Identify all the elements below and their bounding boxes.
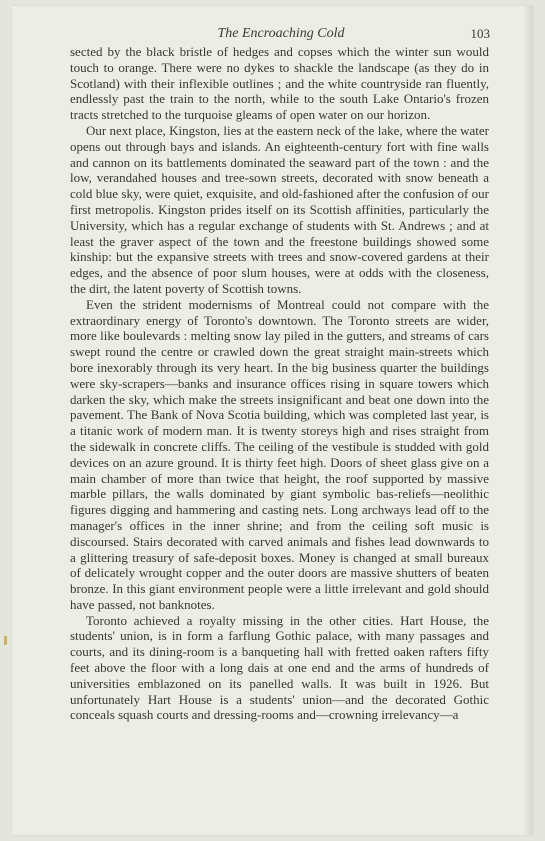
body-text (70, 44, 489, 723)
page-number: 103 (470, 26, 490, 41)
running-title: The Encroaching Cold (217, 26, 345, 41)
page-header (72, 26, 490, 46)
page-edge-shadow (523, 6, 533, 835)
margin-mark (4, 636, 7, 645)
paragraph-hart-house: Toronto achieved a royalty missing in the other cities. Hart House, the students' union, is in form a farflung Gothic palace, with many passages and courts, and its dining-room is a banqueting hall with fretted oaken rafters fifty feet above the floor with a long dais at one end and the arms of hundreds of universities emblazoned on its panelled walls. It was built in 1926. But unfortunately Hart House is a students' union—and the decorated Gothic conceals squash courts and dressing-rooms and—crowning irrelevancy—a (70, 612, 489, 723)
paragraph-continued: sected by the black bristle of hedges and copses which the winter sun would touch to orange. There were no dykes to shackle the landscape (as they do in Scotland) with their inflexible outlines ; and the white countryside ran fluently, endlessly past the train to the north, while to the south Lake Ontario's frozen tracts stretched to the turquoise gleams of open water on our horizon. (70, 44, 489, 123)
paragraph-toronto-downtown: Even the strident modernisms of Montreal could not compare with the extraordinary energy of Toronto's downtown. The Toronto streets are wider, more like boulevards : melting snow lay piled in the gutters, and streams of cars swept round the centre or crawled down the great straight main-streets which bore inexorably through its very heart. In the big business quarter the buildings were sky-scrapers—banks and insurance offices rising in square towers which darken the sky, which make the streets insignificant and beat one down into the pavement. The Bank of Nova Scotia building, which was completed last year, is a titanic work of modern man. It is twenty storeys high and rises straight from the sidewalk in concrete cliffs. The ceiling of the vestibule is studded with gold devices on an azure ground. It is thirty feet high. Doors of sheet glass give on a main chamber of more than twice that height, the roof supported by massive marble pillars, the walls dominated by giant symbolic bas-reliefs—neolithic figures digging and hammering and casting nets. Long archways lead off to the manager's offices in the inner shrine; and from the ceiling soft music is discoursed. Stairs decorated with carved animals and fishes lead downwards to a glittering treasury of safe-deposit boxes. Money is changed at small bureaux of delicately wrought copper and the outer doors are massive shutters of beaten bronze. In this giant environment people were a little irrelevant and gold should have passed, not banknotes. (70, 296, 489, 612)
book-page (12, 6, 533, 835)
paragraph-kingston: Our next place, Kingston, lies at the eastern neck of the lake, where the water opens out through bays and islands. An eighteenth-century fort with fine walls and cannon on its battlements dominated the seaward part of the town : and the low, verandahed houses and tree-sown streets, decorated with snow beneath a cold blue sky, were quiet, exquisite, and old-fashioned after the confusion of our first metropolis. Kingston prides itself on its Scottish affinities, particularly the University, which has a regular exchange of students with St. Andrews ; and at least the graver aspect of the town and the freestone buildings showed some kinship: but the expansive streets with trees and snow-covered gardens at their edges, and the absence of poor slum houses, were at odds with the closeness, the dirt, the latent poverty of Scottish towns. (70, 122, 489, 296)
